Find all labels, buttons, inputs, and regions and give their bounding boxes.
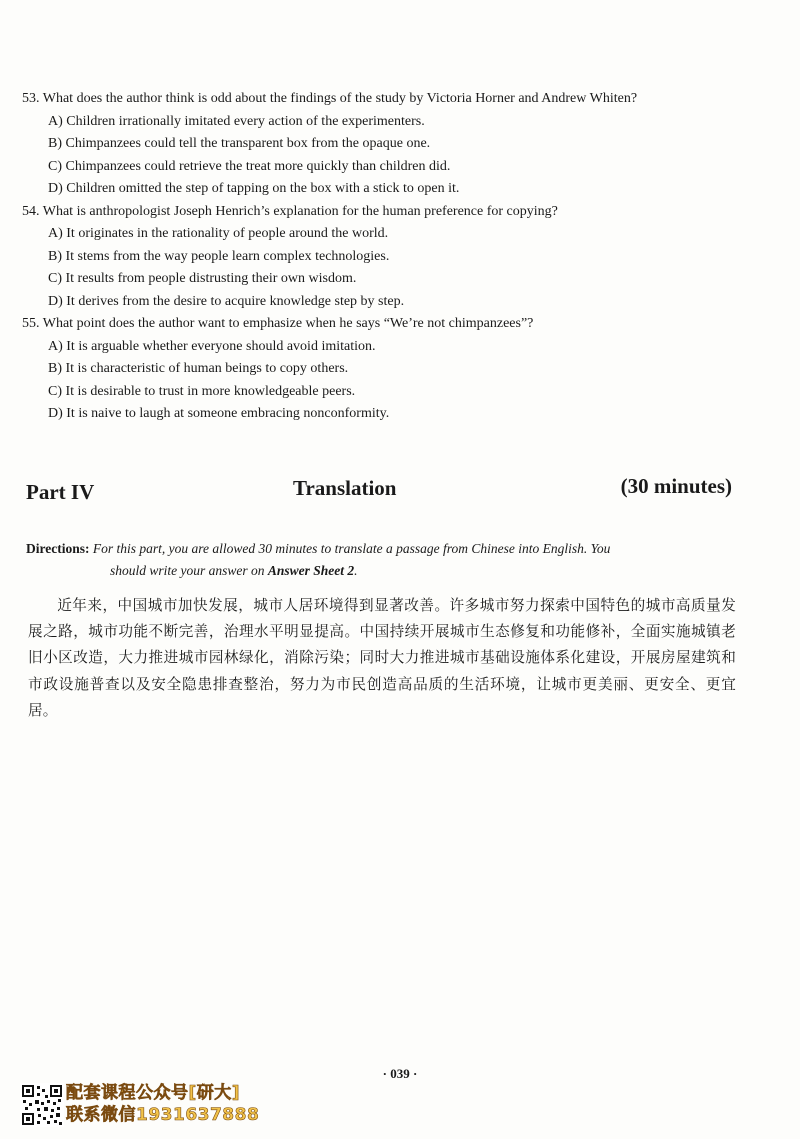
question-stem: 55. What point does the author want to emphasize when he says “We’re not chimpanzees”? [22, 316, 534, 331]
option-c: C) Chimpanzees could retrieve the treat more quickly than children did. [48, 158, 451, 174]
question-list [22, 88, 752, 426]
part-header [26, 474, 732, 508]
footer-banner-line2: 联系微信1931637888 [66, 1105, 260, 1125]
translation-passage: 近年来，中国城市加快发展，城市人居环境得到显著改善。许多城市努力探索中国特色的城市高质量发展之路，城市功能不断完善，治理水平明显提高。中国持续开展城市生态修复和功能修补，全面实施城镇老旧小区改造，大力推进城市园林绿化，消除污染；同时大力推进城市基础设施体系化建设，开展房屋建筑和市政设施普查以及安全隐患排查整治，努力为市民创造高品质的生活环境，让城市更美丽、更安全、更宜居。 [28, 597, 736, 719]
option-a: A) Children irrationally imitated every action of the experimenters. [48, 113, 425, 129]
directions-text-line1: For this part, you are allowed 30 minutes to translate a passage from Chinese into English. You [92, 541, 611, 556]
question-55 [22, 313, 752, 426]
option-c: C) It results from people distrusting their own wisdom. [48, 271, 357, 286]
option-d: D) It derives from the desire to acquire knowledge step by step. [48, 293, 405, 309]
option-d: D) It is naive to laugh at someone embracing nonconformity. [48, 406, 390, 421]
option-c: C) It is desirable to trust in more knowledgeable peers. [48, 383, 356, 399]
option-d: D) Children omitted the step of tapping on the box with a stick to open it. [48, 181, 460, 196]
answer-sheet-label: Answer Sheet 2 [267, 563, 355, 578]
part-title: Translation [293, 476, 397, 500]
question-54 [22, 201, 752, 314]
page-number: · 039 · [382, 1066, 418, 1081]
option-a: A) It is arguable whether everyone should avoid imitation. [48, 338, 376, 354]
directions-text-line2-prefix: should write your answer on [110, 563, 268, 578]
option-a: A) It originates in the rationality of people around the world. [48, 226, 389, 241]
option-b: B) It is characteristic of human beings to copy others. [48, 361, 349, 376]
directions-label: Directions: [26, 541, 90, 556]
question-stem: 54. What is anthropologist Joseph Henrich’s explanation for the human preference for copying? [22, 203, 558, 219]
footer-banner [66, 1082, 259, 1126]
directions-text-line2-suffix: . [354, 563, 358, 578]
part-time: (30 minutes) [620, 474, 732, 498]
option-b: B) It stems from the way people learn complex technologies. [48, 248, 390, 264]
option-b: B) Chimpanzees could tell the transparent box from the opaque one. [48, 136, 431, 151]
question-stem: 53. What does the author think is odd about the findings of the study by Victoria Horner and Andrew Whiten? [22, 91, 638, 106]
part-number: Part IV [26, 480, 95, 504]
question-53 [22, 88, 752, 201]
qr-code-icon [20, 1083, 64, 1127]
directions [26, 538, 736, 582]
footer-banner-line1: 配套课程公众号[研大] [66, 1083, 241, 1103]
